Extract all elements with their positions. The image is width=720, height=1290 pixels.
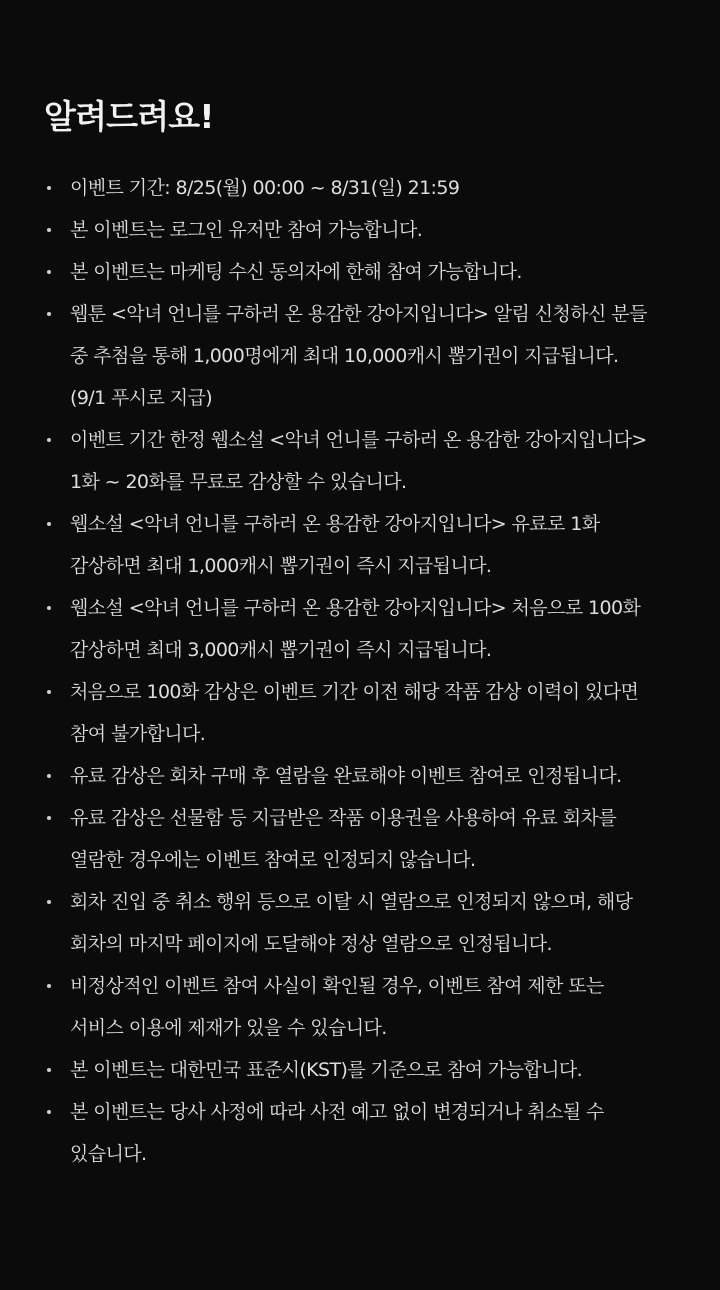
bullet-dot-icon <box>44 419 54 461</box>
notice-item <box>44 965 692 1049</box>
bullet-dot-icon <box>44 251 54 293</box>
notice-item-text: 열람한 경우에는 이벤트 참여로 인정되지 않습니다. <box>70 849 476 871</box>
notice-item <box>44 167 692 209</box>
notice-item <box>44 671 692 755</box>
bullet-dot-icon <box>44 1091 54 1133</box>
notice-item <box>44 293 692 419</box>
bullet-dot-icon <box>44 209 54 251</box>
notice-item-text: 중 추첨을 통해 1,000명에게 최대 10,000캐시 뽑기권이 지급됩니다. <box>70 345 619 367</box>
notice-item-text: 본 이벤트는 당사 사정에 따라 사전 예고 없이 변경되거나 취소될 수 <box>70 1101 604 1123</box>
notice-item-text: 유료 감상은 회차 구매 후 열람을 완료해야 이벤트 참여로 인정됩니다. <box>70 765 622 787</box>
bullet-dot-icon <box>44 797 54 839</box>
bullet-dot-icon <box>44 587 54 629</box>
bullet-dot-icon <box>44 671 54 713</box>
bullet-dot-icon <box>44 965 54 1007</box>
bullet-dot-icon <box>44 167 54 209</box>
notice-item-text: 이벤트 기간 한정 웹소설 <악녀 언니를 구하러 온 용감한 강아지입니다> <box>70 429 647 451</box>
notice-item-text: 회차 진입 중 취소 행위 등으로 이탈 시 열람으로 인정되지 않으며, 해당 <box>70 891 633 913</box>
notice-item <box>44 419 692 503</box>
notice-item <box>44 755 692 797</box>
notice-item-text: 서비스 이용에 제재가 있을 수 있습니다. <box>70 1017 387 1039</box>
notice-item-text: 유료 감상은 선물함 등 지급받은 작품 이용권을 사용하여 유료 회차를 <box>70 807 617 829</box>
bullet-dot-icon <box>44 293 54 335</box>
notice-item <box>44 209 692 251</box>
notice-item <box>44 503 692 587</box>
bullet-dot-icon <box>44 881 54 923</box>
notice-item-text: 웹소설 <악녀 언니를 구하러 온 용감한 강아지입니다> 유료로 1화 <box>70 513 600 535</box>
notice-item-text: 본 이벤트는 마케팅 수신 동의자에 한해 참여 가능합니다. <box>70 261 522 283</box>
notice-list <box>44 167 692 1175</box>
notice-item-text: 웹소설 <악녀 언니를 구하러 온 용감한 강아지입니다> 처음으로 100화 <box>70 597 641 619</box>
notice-item <box>44 1049 692 1091</box>
notice-item-text: 웹툰 <악녀 언니를 구하러 온 용감한 강아지입니다> 알림 신청하신 분들 <box>70 303 647 325</box>
notice-item-text: 감상하면 최대 3,000캐시 뽑기권이 즉시 지급됩니다. <box>70 639 492 661</box>
notice-item-text: 처음으로 100화 감상은 이벤트 기간 이전 해당 작품 감상 이력이 있다면 <box>70 681 639 703</box>
notice-item-text: 본 이벤트는 대한민국 표준시(KST)를 기준으로 참여 가능합니다. <box>70 1059 583 1081</box>
notice-item-text: 회차의 마지막 페이지에 도달해야 정상 열람으로 인정됩니다. <box>70 933 552 955</box>
bullet-dot-icon <box>44 1049 54 1091</box>
notice-item-text: 참여 불가합니다. <box>70 723 206 745</box>
notice-item-text: (9/1 푸시로 지급) <box>70 387 213 409</box>
notice-item-text: 감상하면 최대 1,000캐시 뽑기권이 즉시 지급됩니다. <box>70 555 492 577</box>
notice-item-text: 1화 ~ 20화를 무료로 감상할 수 있습니다. <box>70 471 407 493</box>
notice-title: 알려드려요! <box>44 97 214 136</box>
notice-item-text: 비정상적인 이벤트 참여 사실이 확인될 경우, 이벤트 참여 제한 또는 <box>70 975 604 997</box>
notice-item-text: 이벤트 기간: 8/25(월) 00:00 ~ 8/31(일) 21:59 <box>70 177 460 199</box>
notice-item-text: 있습니다. <box>70 1143 147 1165</box>
bullet-dot-icon <box>44 503 54 545</box>
bullet-dot-icon <box>44 755 54 797</box>
notice-item <box>44 587 692 671</box>
notice-item-text: 본 이벤트는 로그인 유저만 참여 가능합니다. <box>70 219 423 241</box>
notice-item <box>44 797 692 881</box>
notice-item <box>44 881 692 965</box>
notice-item <box>44 251 692 293</box>
notice-item <box>44 1091 692 1175</box>
